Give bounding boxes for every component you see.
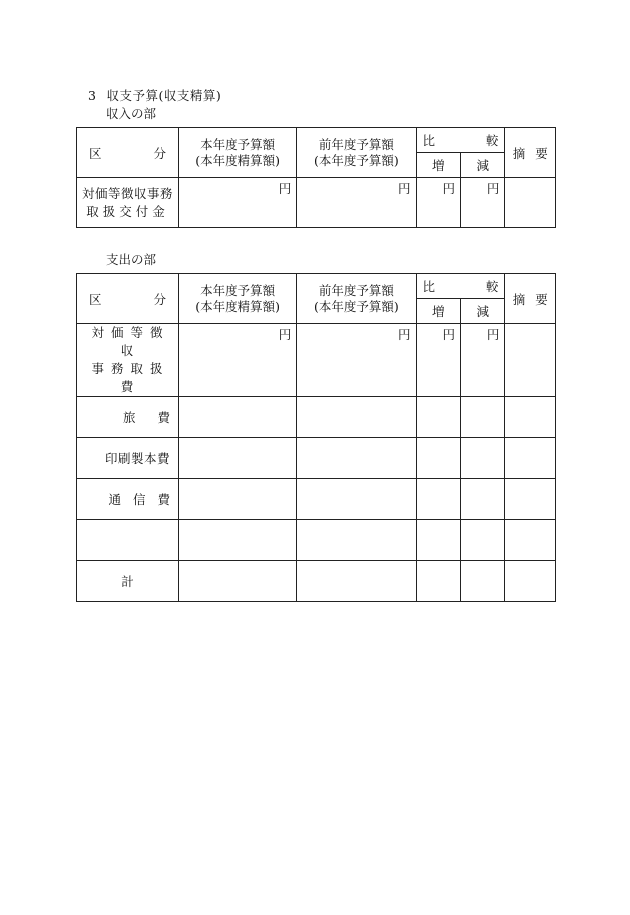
expense-row-label <box>77 324 179 397</box>
expense-increase-cell <box>416 479 460 520</box>
income-header-previous <box>297 128 416 178</box>
header-note-char-2: 要 <box>535 145 548 161</box>
header-note-char-2: 要 <box>535 291 548 307</box>
expense-header-current <box>179 274 297 324</box>
expense-decrease-cell <box>460 438 504 479</box>
expense-previous-cell <box>297 561 416 602</box>
expense-increase-cell <box>416 438 460 479</box>
expense-previous-cell <box>297 479 416 520</box>
income-label-line1: 対価等徴収事務 <box>82 185 174 201</box>
income-header-row <box>77 128 556 153</box>
expense-row <box>77 438 556 479</box>
section-number: 3 <box>88 88 97 103</box>
expense-decrease-cell <box>460 561 504 602</box>
income-table <box>76 127 556 228</box>
income-title: 収入の部 <box>106 106 157 121</box>
income-row-label <box>77 178 179 228</box>
expense-decrease-cell <box>460 397 504 438</box>
header-current-line2: (本年度精算額) <box>195 298 281 314</box>
expense-label: 計 <box>121 574 134 589</box>
expense-increase-cell <box>416 397 460 438</box>
expense-row <box>77 479 556 520</box>
expense-row-label <box>77 479 183 520</box>
expense-current-cell <box>179 438 297 479</box>
expense-note-cell <box>505 479 556 520</box>
expense-current-cell <box>179 561 297 602</box>
expense-table <box>76 273 556 602</box>
expense-previous-cell <box>297 397 416 438</box>
header-category-char-2: 分 <box>153 291 167 307</box>
expense-label: 印刷製本費 <box>105 451 171 466</box>
expense-current-cell: 円 <box>179 324 297 397</box>
expense-header-previous <box>297 274 416 324</box>
income-header-current <box>179 128 297 178</box>
income-decrease-cell: 円 <box>460 178 504 228</box>
header-compare-char-2: 較 <box>485 133 499 148</box>
header-category-char-1: 区 <box>89 145 102 161</box>
expense-increase-cell <box>416 561 460 602</box>
header-category-char-2: 分 <box>153 145 167 161</box>
header-compare-char-2: 較 <box>485 279 499 294</box>
header-category-char-1: 区 <box>89 291 102 307</box>
header-current-line1: 本年度予算額 <box>200 282 276 298</box>
expense-decrease-cell <box>460 520 504 561</box>
expense-header-increase: 増 <box>416 299 460 324</box>
header-previous-line1: 前年度予算額 <box>318 282 394 298</box>
header-note-char-1: 摘 <box>512 145 526 161</box>
income-header-compare <box>416 128 505 153</box>
expense-decrease-cell: 円 <box>460 324 504 397</box>
expense-label: 通信費 <box>108 492 183 507</box>
expense-header-note <box>505 274 556 324</box>
expense-row-label <box>77 438 179 479</box>
expense-current-cell <box>179 520 297 561</box>
expense-row <box>77 324 556 397</box>
expense-total-label <box>77 561 179 602</box>
expense-increase-cell <box>416 520 460 561</box>
expense-row-label <box>77 397 193 438</box>
income-header-category <box>77 128 179 178</box>
expense-header-row <box>77 274 556 299</box>
income-header-increase: 増 <box>416 153 460 178</box>
expense-decrease-cell <box>460 479 504 520</box>
expense-title: 支出の部 <box>106 252 157 267</box>
section-heading <box>88 86 221 104</box>
expense-previous-cell: 円 <box>297 324 416 397</box>
header-previous-line2: (本年度予算額) <box>314 298 399 314</box>
income-header-note <box>505 128 556 178</box>
income-label-line2: 取扱交付金 <box>86 203 169 219</box>
expense-row-label <box>77 520 179 561</box>
income-current-cell: 円 <box>179 178 297 228</box>
header-compare-char-1: 比 <box>422 279 436 294</box>
expense-row <box>77 520 556 561</box>
expense-note-cell <box>505 324 556 397</box>
expense-previous-cell <box>297 520 416 561</box>
section-title: 収支予算(収支精算) <box>106 88 222 103</box>
income-header-decrease: 減 <box>460 153 504 178</box>
header-current-line1: 本年度予算額 <box>200 136 276 152</box>
header-previous-line1: 前年度予算額 <box>318 136 394 152</box>
header-compare-char-1: 比 <box>422 133 436 148</box>
header-note-char-1: 摘 <box>512 291 526 307</box>
expense-previous-cell <box>297 438 416 479</box>
expense-note-cell <box>505 561 556 602</box>
expense-current-cell <box>179 479 297 520</box>
income-increase-cell: 円 <box>416 178 460 228</box>
expense-note-cell <box>505 520 556 561</box>
expense-header-compare <box>416 274 505 299</box>
expense-header-decrease: 減 <box>460 299 504 324</box>
expense-row <box>77 397 556 438</box>
income-previous-cell: 円 <box>297 178 416 228</box>
expense-label: 旅費 <box>123 410 193 425</box>
expense-current-cell <box>179 397 297 438</box>
income-row <box>77 178 556 228</box>
header-current-line2: (本年度精算額) <box>195 152 281 168</box>
expense-label-line2: 事務取扱費 <box>91 361 170 394</box>
income-note-cell <box>505 178 556 228</box>
expense-header-category <box>77 274 179 324</box>
expense-total-row <box>77 561 556 602</box>
expense-note-cell <box>505 397 556 438</box>
expense-note-cell <box>505 438 556 479</box>
expense-label-line1: 対価等徴収 <box>91 325 170 358</box>
header-previous-line2: (本年度予算額) <box>314 152 399 168</box>
expense-increase-cell: 円 <box>416 324 460 397</box>
